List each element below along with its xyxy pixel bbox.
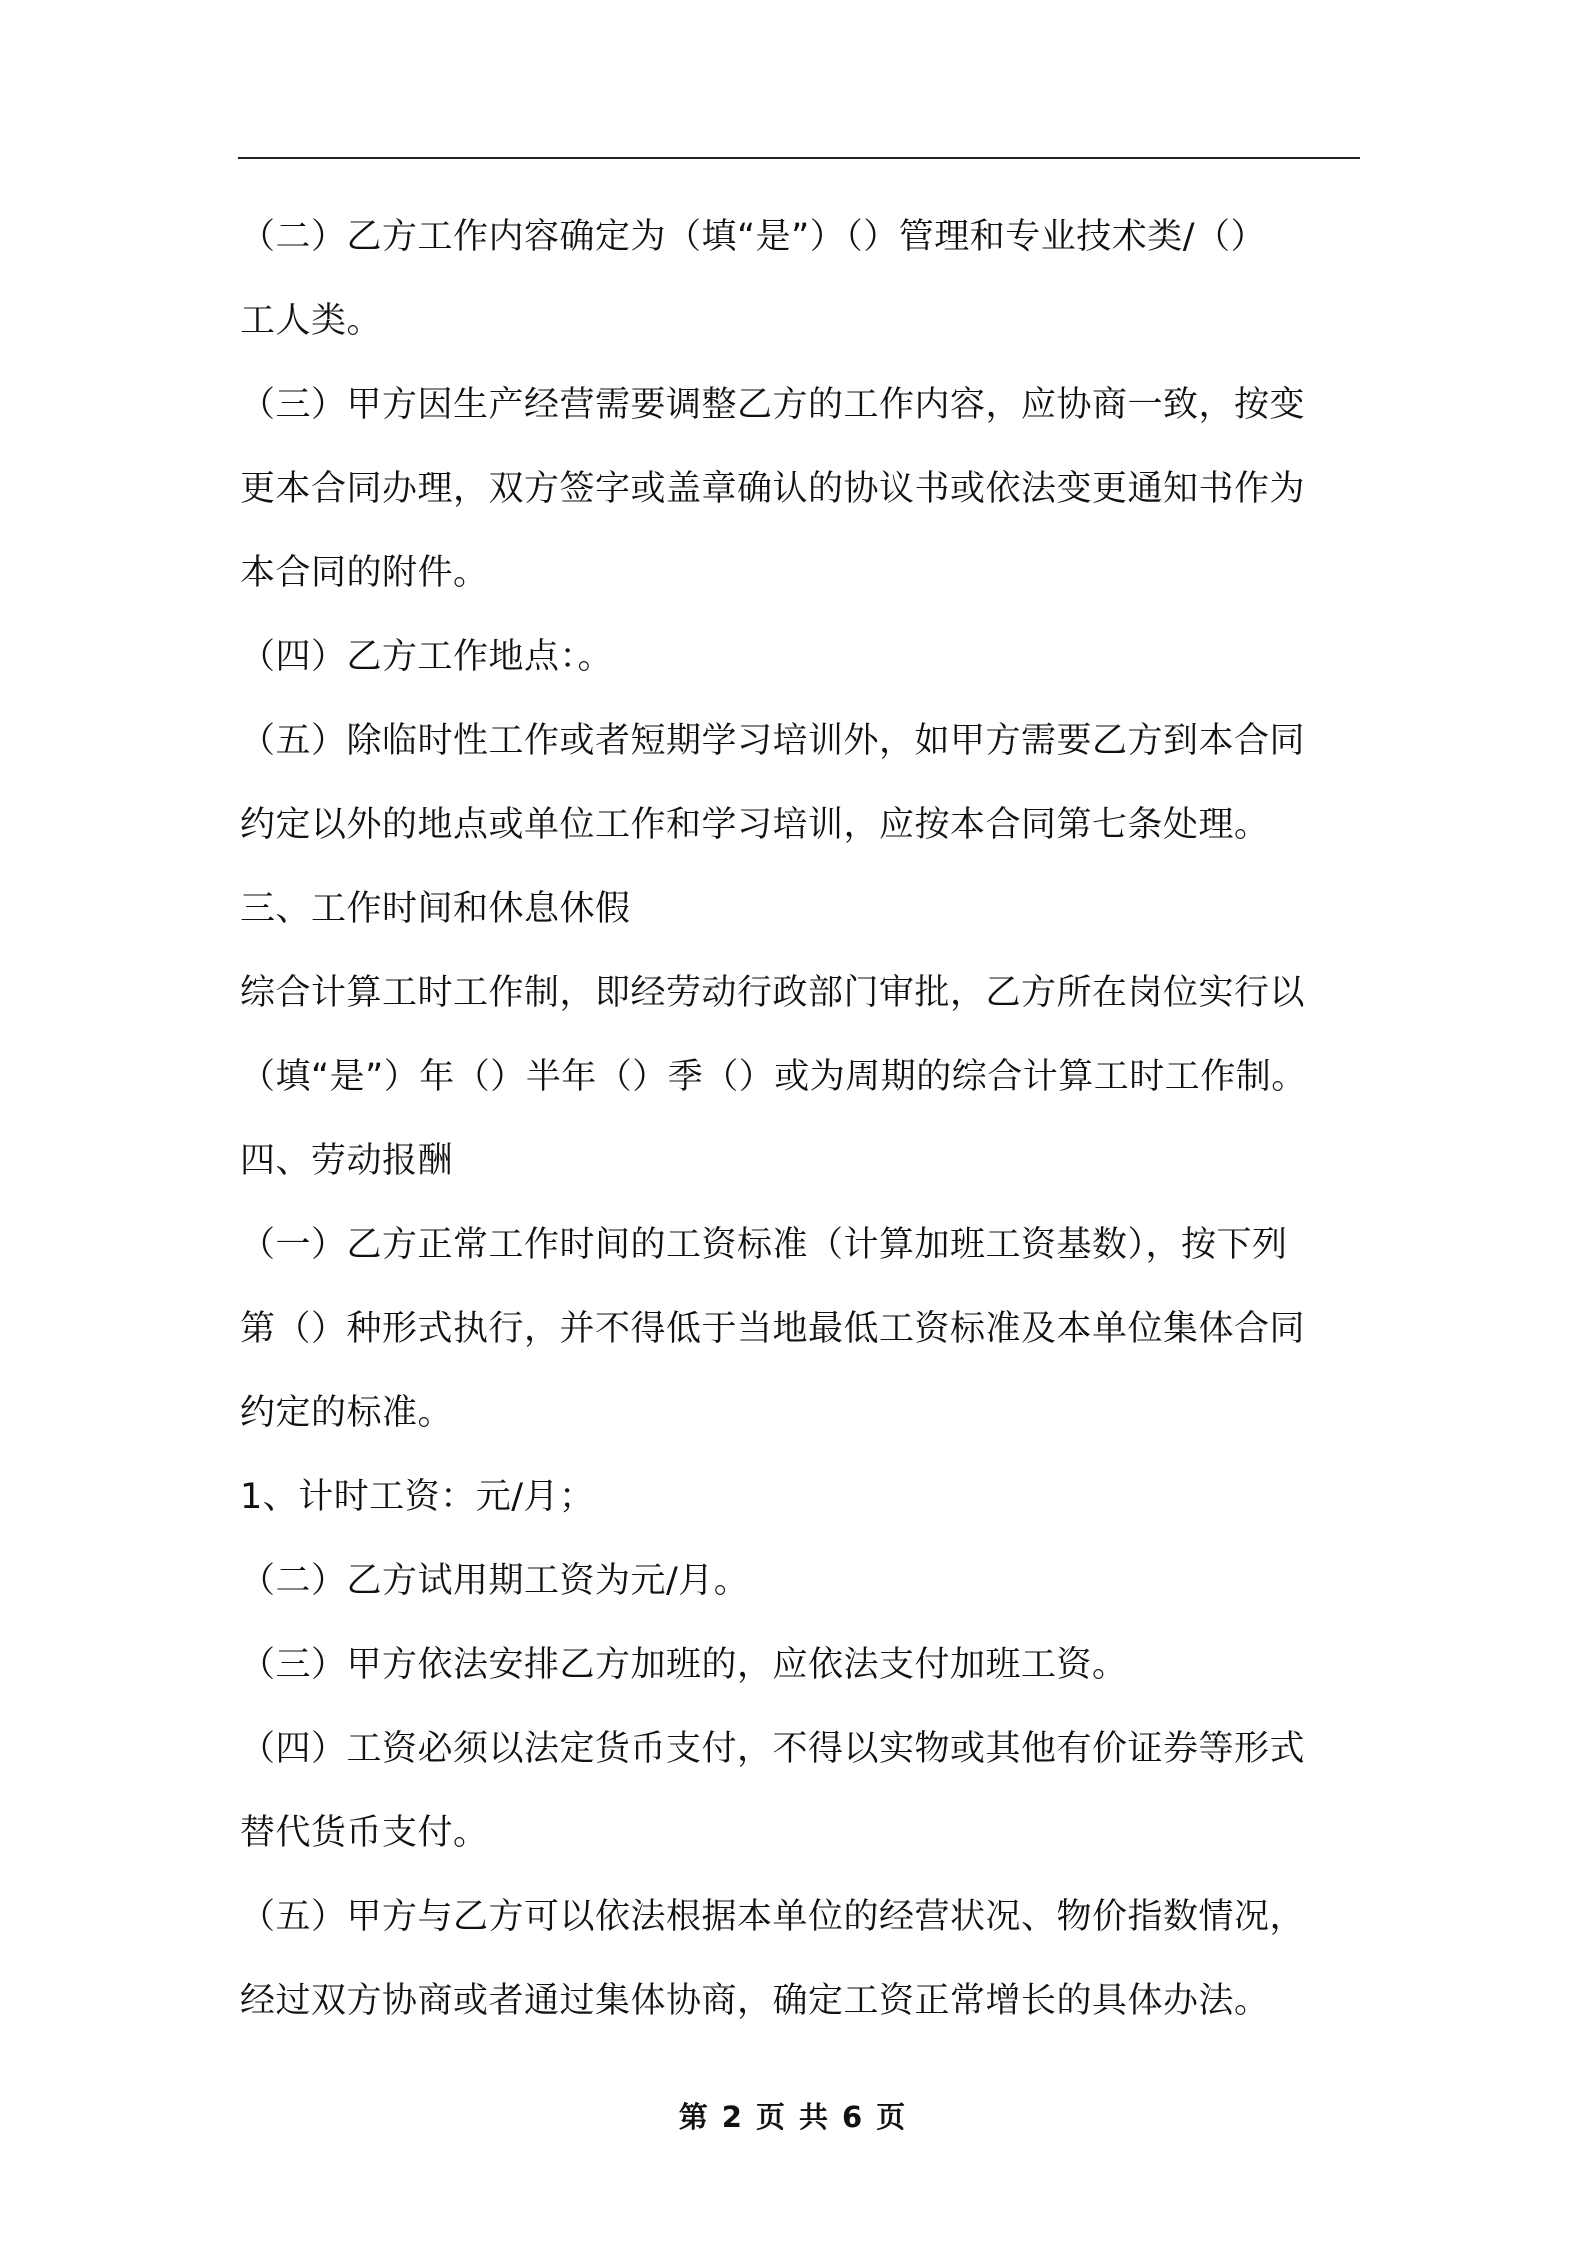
text-line: （三）甲方因生产经营需要调整乙方的工作内容，应协商一致，按变 bbox=[240, 385, 1306, 425]
text-line: （一）乙方正常工作时间的工资标准（计算加班工资基数），按下列 bbox=[240, 1225, 1288, 1265]
section-heading: 三、工作时间和休息休假 bbox=[240, 889, 631, 929]
text-line: （五）甲方与乙方可以依法根据本单位的经营状况、物价指数情况， bbox=[240, 1897, 1306, 1937]
text-line: 1、计时工资：元/月； bbox=[240, 1477, 595, 1517]
text-line: 本合同的附件。 bbox=[240, 553, 489, 593]
text-line: （四）乙方工作地点：。 bbox=[240, 637, 614, 677]
text-line: 约定的标准。 bbox=[240, 1393, 454, 1433]
text-line: 第（）种形式执行，并不得低于当地最低工资标准及本单位集体合同 bbox=[240, 1309, 1306, 1349]
text-line: （五）除临时性工作或者短期学习培训外，如甲方需要乙方到本合同 bbox=[240, 721, 1306, 761]
text-line: （四）工资必须以法定货币支付，不得以实物或其他有价证券等形式 bbox=[240, 1729, 1306, 1769]
text-line: （三）甲方依法安排乙方加班的，应依法支付加班工资。 bbox=[240, 1645, 1128, 1685]
text-line: 替代货币支付。 bbox=[240, 1813, 489, 1853]
footer-current-page: 2 bbox=[721, 2100, 744, 2134]
text-line: （二）乙方工作内容确定为（填“是”）（）管理和专业技术类/（） bbox=[240, 217, 1267, 257]
text-line: （填“是”）年（）半年（）季（）或为周期的综合计算工时工作制。 bbox=[240, 1057, 1307, 1097]
text-line: 约定以外的地点或单位工作和学习培训，应按本合同第七条处理。 bbox=[240, 805, 1270, 845]
text-line: 工人类。 bbox=[240, 301, 383, 341]
section-heading: 四、劳动报酬 bbox=[240, 1141, 454, 1181]
text-line: 经过双方协商或者通过集体协商，确定工资正常增长的具体办法。 bbox=[240, 1981, 1270, 2021]
footer-total-pages: 6 bbox=[842, 2100, 865, 2134]
footer-suffix: 页 bbox=[876, 2100, 908, 2134]
document-body bbox=[240, 195, 1365, 2043]
text-line: （二）乙方试用期工资为元/月。 bbox=[240, 1561, 750, 1601]
page-footer bbox=[0, 2095, 1586, 2136]
header-rule bbox=[238, 157, 1360, 159]
footer-middle: 页 共 bbox=[755, 2100, 831, 2134]
text-line: 更本合同办理，双方签字或盖章确认的协议书或依法变更通知书作为 bbox=[240, 469, 1306, 509]
footer-prefix: 第 bbox=[678, 2100, 710, 2134]
text-line: 综合计算工时工作制，即经劳动行政部门审批，乙方所在岗位实行以 bbox=[240, 973, 1306, 1013]
